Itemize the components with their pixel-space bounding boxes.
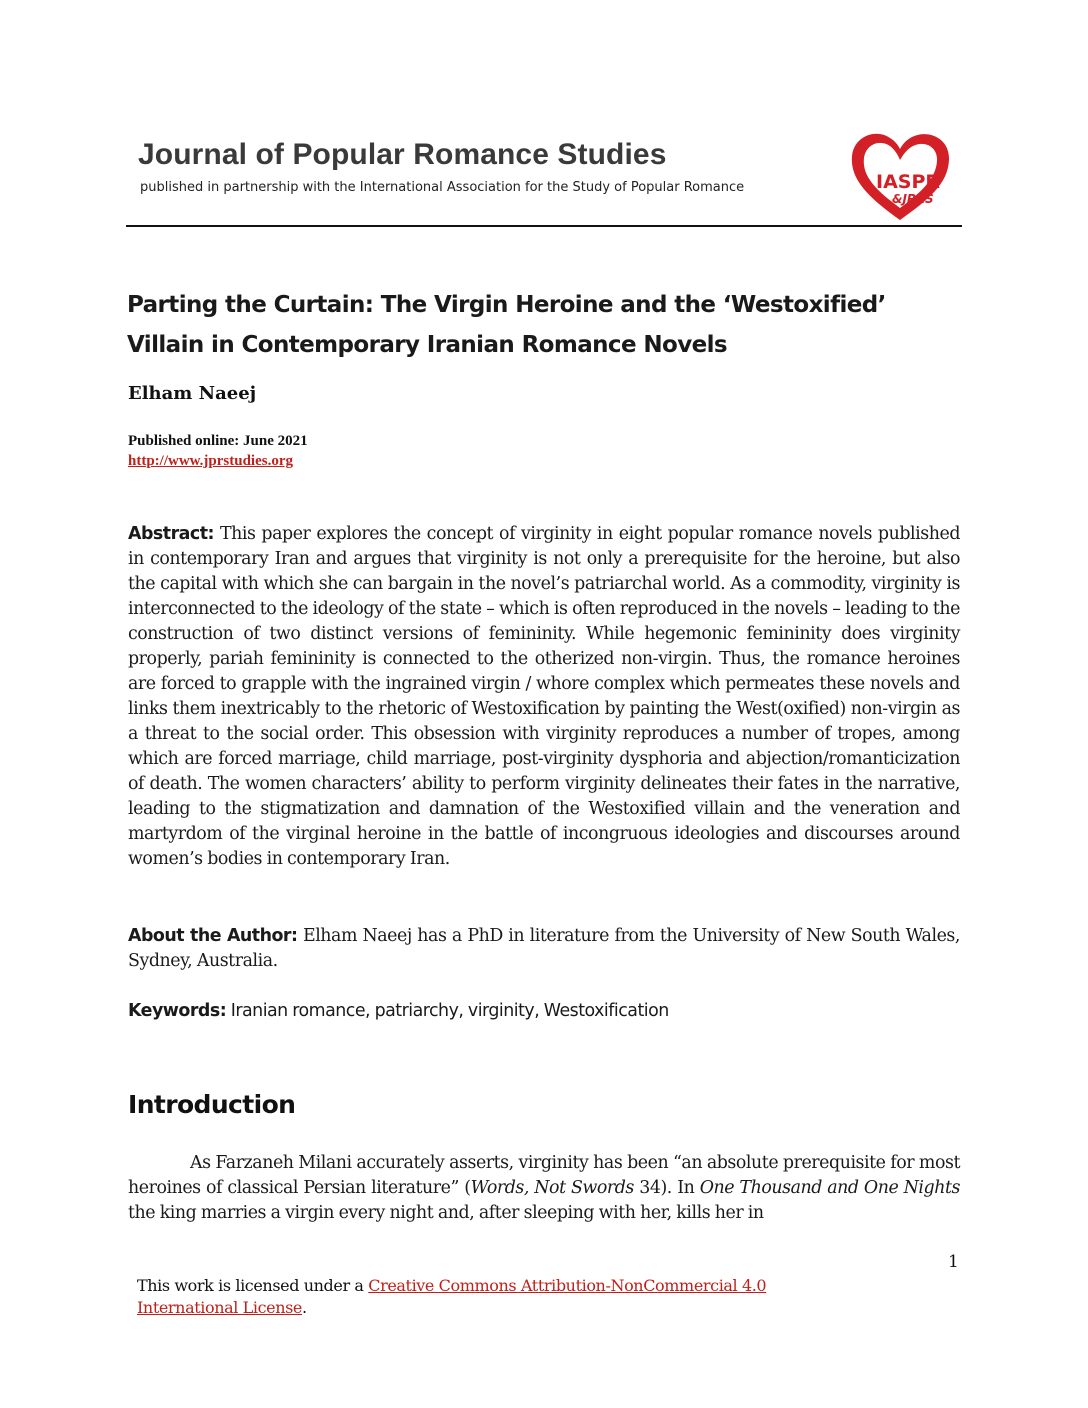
intro-italic-title-2: One Thousand and One Nights xyxy=(699,1178,960,1198)
about-author-text: Elham Naeej has a PhD in literature from the University of New South Wales, Sydney, Australia. xyxy=(128,926,960,971)
keywords-paragraph xyxy=(128,999,960,1024)
license-suffix: . xyxy=(302,1298,307,1317)
keywords-text: Iranian romance, patriarchy, virginity, Westoxification xyxy=(230,1001,669,1021)
page-number: 1 xyxy=(948,1252,959,1272)
iaspr-heart-logo-icon xyxy=(846,126,954,226)
author-name: Elham Naeej xyxy=(128,383,257,404)
intro-text-2: 34). In xyxy=(633,1178,700,1198)
logo-text-jprs: &JPRS xyxy=(892,192,934,206)
introduction-paragraph xyxy=(128,1151,960,1226)
journal-subtitle: published in partnership with the International Association for the Study of Popular Romance xyxy=(140,180,745,195)
license-link[interactable]: Creative Commons Attribution-NonCommercial 4.0 International License xyxy=(137,1276,767,1317)
abstract-label: Abstract: xyxy=(128,524,214,544)
journal-title: Journal of Popular Romance Studies xyxy=(138,138,667,171)
license-prefix: This work is licensed under a xyxy=(137,1276,369,1295)
keywords-label: Keywords: xyxy=(128,1001,227,1021)
intro-text-1: As Farzaneh Milani accurately asserts, virginity has been “an absolute prerequisite for most heroines of classical Persian literature” ( xyxy=(128,1153,960,1198)
intro-text-3: the king marries a virgin every night and, after sleeping with her, kills her in xyxy=(128,1203,764,1223)
published-online-date: Published online: June 2021 xyxy=(128,433,308,449)
intro-italic-title-1: Words, Not Swords xyxy=(470,1178,634,1198)
introduction-heading: Introduction xyxy=(128,1090,296,1119)
about-author-label: About the Author: xyxy=(128,926,298,946)
journal-url-link[interactable]: http://www.jprstudies.org xyxy=(128,453,294,469)
article-title: Parting the Curtain: The Virgin Heroine and the ‘Westoxified’ Villain in Contemporary Iranian Romance Novels xyxy=(127,292,886,358)
abstract-text: This paper explores the concept of virginity in eight popular romance novels published in contemporary Iran and argues that virginity is not only a prerequisite for the heroine, but also the capital with which she can bargain in the novel’s patriarchal world. As a commodity, virginity is interconnected to the ideology of the state – which is often reproduced in the novels – leading to the construction of two distinct versions of femininity. While hegemonic femininity does virginity properly, pariah femininity is connected to the otherized non-virgin. Thus, the romance heroines are forced to grapple with the ingrained virgin / whore complex which permeates these novels and links them inextricably to the rhetoric of Westoxification by painting the West(oxified) non-virgin as a threat to the social order. This obsession with virginity reproduces a number of tropes, among which are forced marriage, child marriage, post-virginity dysphoria and abjection/romanticization of death. The women characters’ ability to perform virginity delineates their fates in the narrative, leading to the stigmatization and damnation of the Westoxified villain and the veneration and martyrdom of the virginal heroine in the battle of incongruous ideologies and discourses around women’s bodies in contemporary Iran. xyxy=(128,524,961,869)
license-notice xyxy=(137,1275,837,1319)
logo-text-iaspr: IASPR xyxy=(876,171,941,193)
abstract-paragraph xyxy=(128,522,960,872)
header-divider xyxy=(126,225,962,227)
about-author-paragraph xyxy=(128,924,960,974)
